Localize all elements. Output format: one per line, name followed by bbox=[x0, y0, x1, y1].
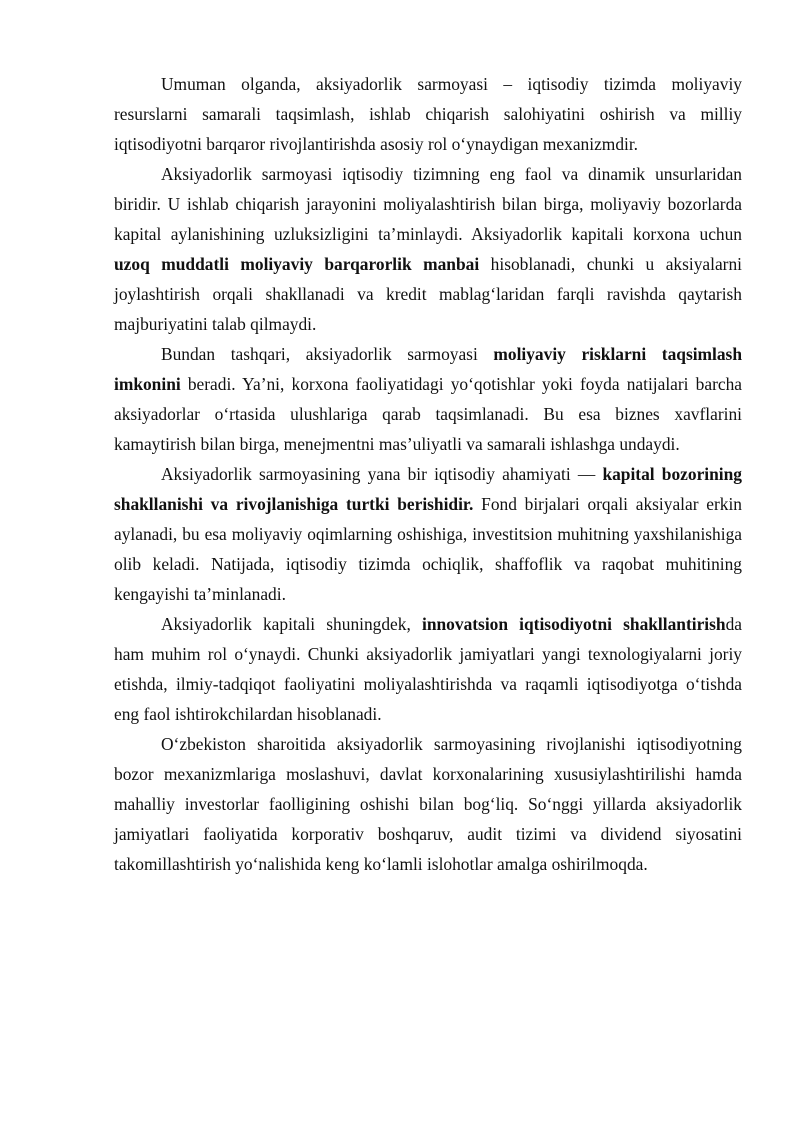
paragraph-emphasis: moliyaviy risklarni taqsimlash imkonini bbox=[114, 344, 742, 394]
paragraph-equity-role bbox=[114, 159, 742, 339]
paragraph-emphasis: kapital bozorining shakllanishi va rivojlanishiga turtki berishidir. bbox=[114, 464, 743, 514]
paragraph-emphasis: innovatsion iqtisodiyotni shakllantirish bbox=[422, 614, 726, 634]
paragraph-text: hisoblanadi, chunki u aksiyalarni joylashtirish orqali shakllanadi va kredit mablag‘laridan farqli ravishda qaytarish majburiyatini talab qilmaydi. bbox=[114, 254, 742, 334]
paragraph-text: Aksiyadorlik sarmoyasining yana bir iqtisodiy ahamiyati — bbox=[161, 464, 603, 484]
document-page bbox=[114, 69, 742, 879]
paragraph-text: da ham muhim rol o‘ynaydi. Chunki aksiyadorlik jamiyatlari yangi texnologiyalarni joriy etishda, ilmiy-tadqiqot faoliyatini moliyalashtirishda va raqamli iqtisodiyotga o‘tishda eng faol ishtirokchilardan hisoblanadi. bbox=[114, 614, 742, 724]
paragraph-risk-sharing bbox=[114, 339, 742, 459]
paragraph-text: Bundan tashqari, aksiyadorlik sarmoyasi bbox=[161, 344, 494, 364]
paragraph-summary bbox=[114, 69, 742, 159]
paragraph-text: Aksiyadorlik sarmoyasi iqtisodiy tizimning eng faol va dinamik unsurlaridan biridir. U ishlab chiqarish jarayonini moliyalashtirish bilan birga, moliyaviy bozorlarda kapital aylanishining uzluksizligini ta’minlaydi. Aksiyadorlik kapitali korxona uchun bbox=[114, 164, 742, 244]
paragraph-text: O‘zbekiston sharoitida aksiyadorlik sarmoyasining rivojlanishi iqtisodiyotning bozor mexanizmlariga moslashuvi, davlat korxonalarining xususiylashtirilishi hamda mahalliy investorlar faolligining oshishi bilan bog‘liq. So‘nggi yillarda aksiyadorlik jamiyatlari faoliyatida korporativ boshqaruv, audit tizimi va dividend siyosatini takomillashtirish yo‘nalishida keng ko‘lamli islohotlar amalga oshirilmoqda. bbox=[114, 734, 742, 874]
paragraph-innovation bbox=[114, 609, 742, 729]
paragraph-text: Aksiyadorlik kapitali shuningdek, bbox=[161, 614, 422, 634]
paragraph-emphasis: uzoq muddatli moliyaviy barqarorlik manbai bbox=[114, 254, 480, 274]
paragraph-capital-market bbox=[114, 459, 742, 609]
paragraph-text: Umuman olganda, aksiyadorlik sarmoyasi – iqtisodiy tizimda moliyaviy resurslarni samarali taqsimlash, ishlab chiqarish salohiyatini oshirish va milliy iqtisodiyotni barqaror rivojlantirishda asosiy rol o‘ynaydigan mexanizmdir. bbox=[114, 74, 742, 154]
paragraph-text: Fond birjalari orqali aksiyalar erkin aylanadi, bu esa moliyaviy oqimlarning oshishiga, investitsion muhitning yaxshilanishiga olib keladi. Natijada, iqtisodiy tizimda ochiqlik, shaffoflik va raqobat muhitining kengayishi ta’minlanadi. bbox=[114, 494, 742, 604]
paragraph-uzbekistan bbox=[114, 729, 742, 879]
paragraph-text: beradi. Ya’ni, korxona faoliyatidagi yo‘qotishlar yoki foyda natijalari barcha aksiyadorlar o‘rtasida ulushlariga qarab taqsimlanadi. Bu esa biznes xavflarini kamaytirish bilan birga, menejmentni mas’uliyatli va samarali ishlashga undaydi. bbox=[114, 374, 742, 454]
